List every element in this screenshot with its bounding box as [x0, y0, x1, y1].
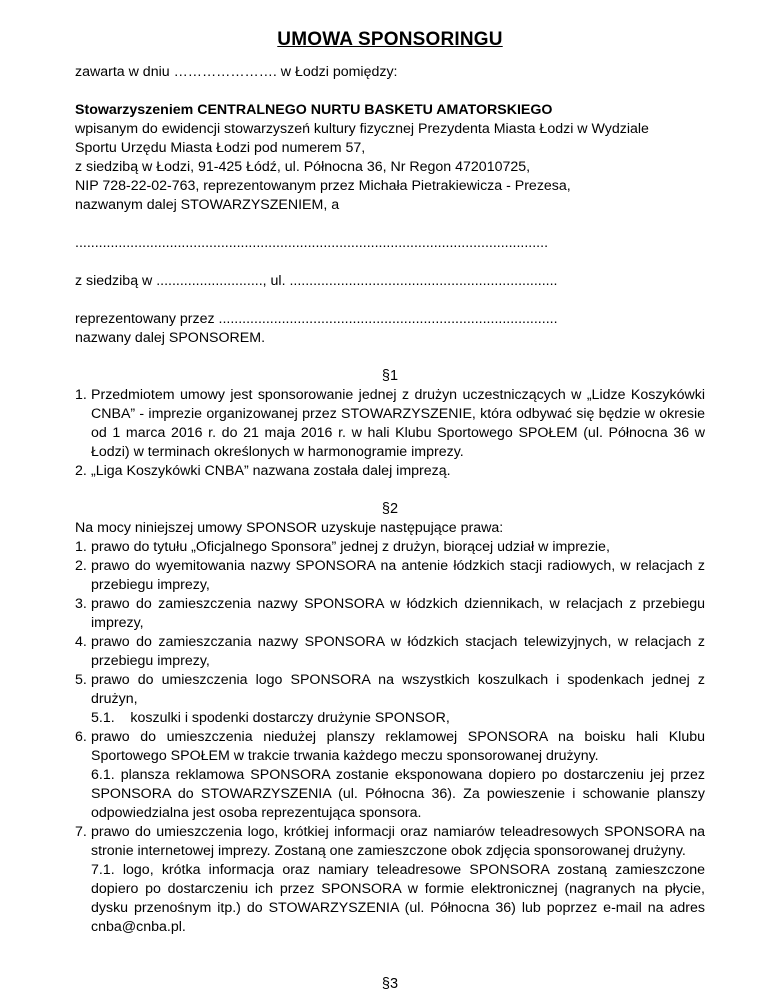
section-1-list	[75, 386, 705, 481]
party-line: z siedzibą w Łodzi, 91-425 Łódź, ul. Północna 36, Nr Regon 472010725,	[75, 159, 531, 175]
party-name: Stowarzyszeniem CENTRALNEGO NURTU BASKETU AMATORSKIEGO	[75, 102, 553, 118]
list-item: 7. prawo do umieszczenia logo, krótkiej informacji oraz namiarów teleadresowych SPONSORA na stronie internetowej imprezy. Zostaną one zamieszczone obok zdjęcia sponsorowanej drużyny. 7.1. logo, krótka informacja oraz namiary teleadresowe SPONSORA zostaną zamieszczone dopiero po dostarczeniu ich przez SPONSORA w formie elektronicznej (nagranych na płycie, dysku przenośnym itp.) do STOWARZYSZENIA (ul. Północna 36) lub poprzez e-mail na adres cnba@cnba.pl.	[75, 824, 705, 935]
party-line: wpisanym do ewidencji stowarzyszeń kultury fizycznej Prezydenta Miasta Łodzi w Wydziale	[75, 121, 649, 137]
list-item: 4. prawo do zamieszczania nazwy SPONSORA w łódzkich stacjach telewizyjnych, w relacjach z przebiegu imprezy,	[75, 634, 705, 669]
party-line: NIP 728-22-02-763, reprezentowanym przez Michała Pietrakiewicza - Prezesa,	[75, 178, 571, 194]
section-2-list	[75, 538, 705, 937]
list-item: 1. Przedmiotem umowy jest sponsorowanie jednej z drużyn uczestniczących w „Lidze Koszykówki CNBA” - imprezie organizowanej przez STOWARZYSZENIE, która odbywać się będzie w okresie od 1 marca 2016 r. do 21 maja 2016 r. w hali Klubu Sportowego SPOŁEM (ul. Północna 36 w Łodzi) w terminach określonych w harmonogramie imprezy.	[75, 387, 705, 460]
sponsor-represented-line: reprezentowany przez ......................................................................................	[75, 311, 558, 327]
list-item: 3. prawo do zamieszczenia nazwy SPONSORA w łódzkich dziennikach, w relacjach z przebiegu imprezy,	[75, 596, 705, 631]
list-item: 5. prawo do umieszczenia logo SPONSORA na wszystkich koszulkach i spodenkach jednej z drużyn, 5.1. koszulki i spodenki dostarczy drużynie SPONSOR,	[75, 672, 705, 726]
party-block	[75, 101, 705, 215]
document-page	[75, 30, 705, 994]
list-item: 2. prawo do wyemitowania nazwy SPONSORA na antenie łódzkich stacji radiowych, w relacjach z przebiegu imprezy,	[75, 558, 705, 593]
list-item: 1. prawo do tytułu „Oficjalnego Sponsora” jednej z drużyn, biorącej udział w imprezie,	[75, 539, 610, 555]
section-heading-2: §2	[381, 501, 399, 517]
sub-item: 5.1. koszulki i spodenki dostarczy drużynie SPONSOR,	[91, 710, 450, 726]
document-title: UMOWA SPONSORINGU	[277, 29, 503, 50]
sub-item: 6.1. plansza reklamowa SPONSORA zostanie eksponowana dopiero po dostarczeniu jej przez SPONSORA do STOWARZYSZENIA (ul. Północna 36). Za powieszenie i schowanie planszy odpowiedzialna jest osoba reprezentująca sponsora.	[91, 767, 705, 821]
section-heading-3: §3	[381, 976, 399, 992]
section-heading-1: §1	[381, 368, 399, 384]
sponsor-name-blank: ........................................................................................................................	[75, 235, 549, 251]
sponsor-named-line: nazwany dalej SPONSOREM.	[75, 330, 266, 346]
list-item: 6. prawo do umieszczenia niedużej planszy reklamowej SPONSORA na boisku hali Klubu Sportowego SPOŁEM w trakcie trwania każdego meczu sponsorowanej drużyny. 6.1. plansza reklamowa SPONSORA zostanie eksponowana dopiero po dostarczeniu jej przez SPONSORA do STOWARZYSZENIA (ul. Północna 36). Za powieszenie i schowanie planszy odpowiedzialna jest osoba reprezentująca sponsora.	[75, 729, 705, 821]
intro-line: zawarta w dniu …………………. w Łodzi pomiędzy:	[75, 64, 398, 80]
party-line: Sportu Urzędu Miasta Łodzi pod numerem 57,	[75, 140, 366, 156]
sponsor-seat-line: z siedzibą w ..........................., ul. ....................................................................	[75, 273, 558, 289]
list-item: 2. „Liga Koszykówki CNBA” nazwana została dalej imprezą.	[75, 463, 451, 479]
sub-item: 7.1. logo, krótka informacja oraz namiary teleadresowe SPONSORA zostaną zamieszczone dopiero po dostarczeniu ich przez SPONSORA w formie elektronicznej (nagranych na płycie, dysku przenośnym itp.) do STOWARZYSZENIA (ul. Północna 36) lub poprzez e-mail na adres cnba@cnba.pl.	[91, 862, 705, 935]
section-2-lead: Na mocy niniejszej umowy SPONSOR uzyskuje następujące prawa:	[75, 520, 504, 536]
party-line: nazwanym dalej STOWARZYSZENIEM, a	[75, 197, 340, 213]
